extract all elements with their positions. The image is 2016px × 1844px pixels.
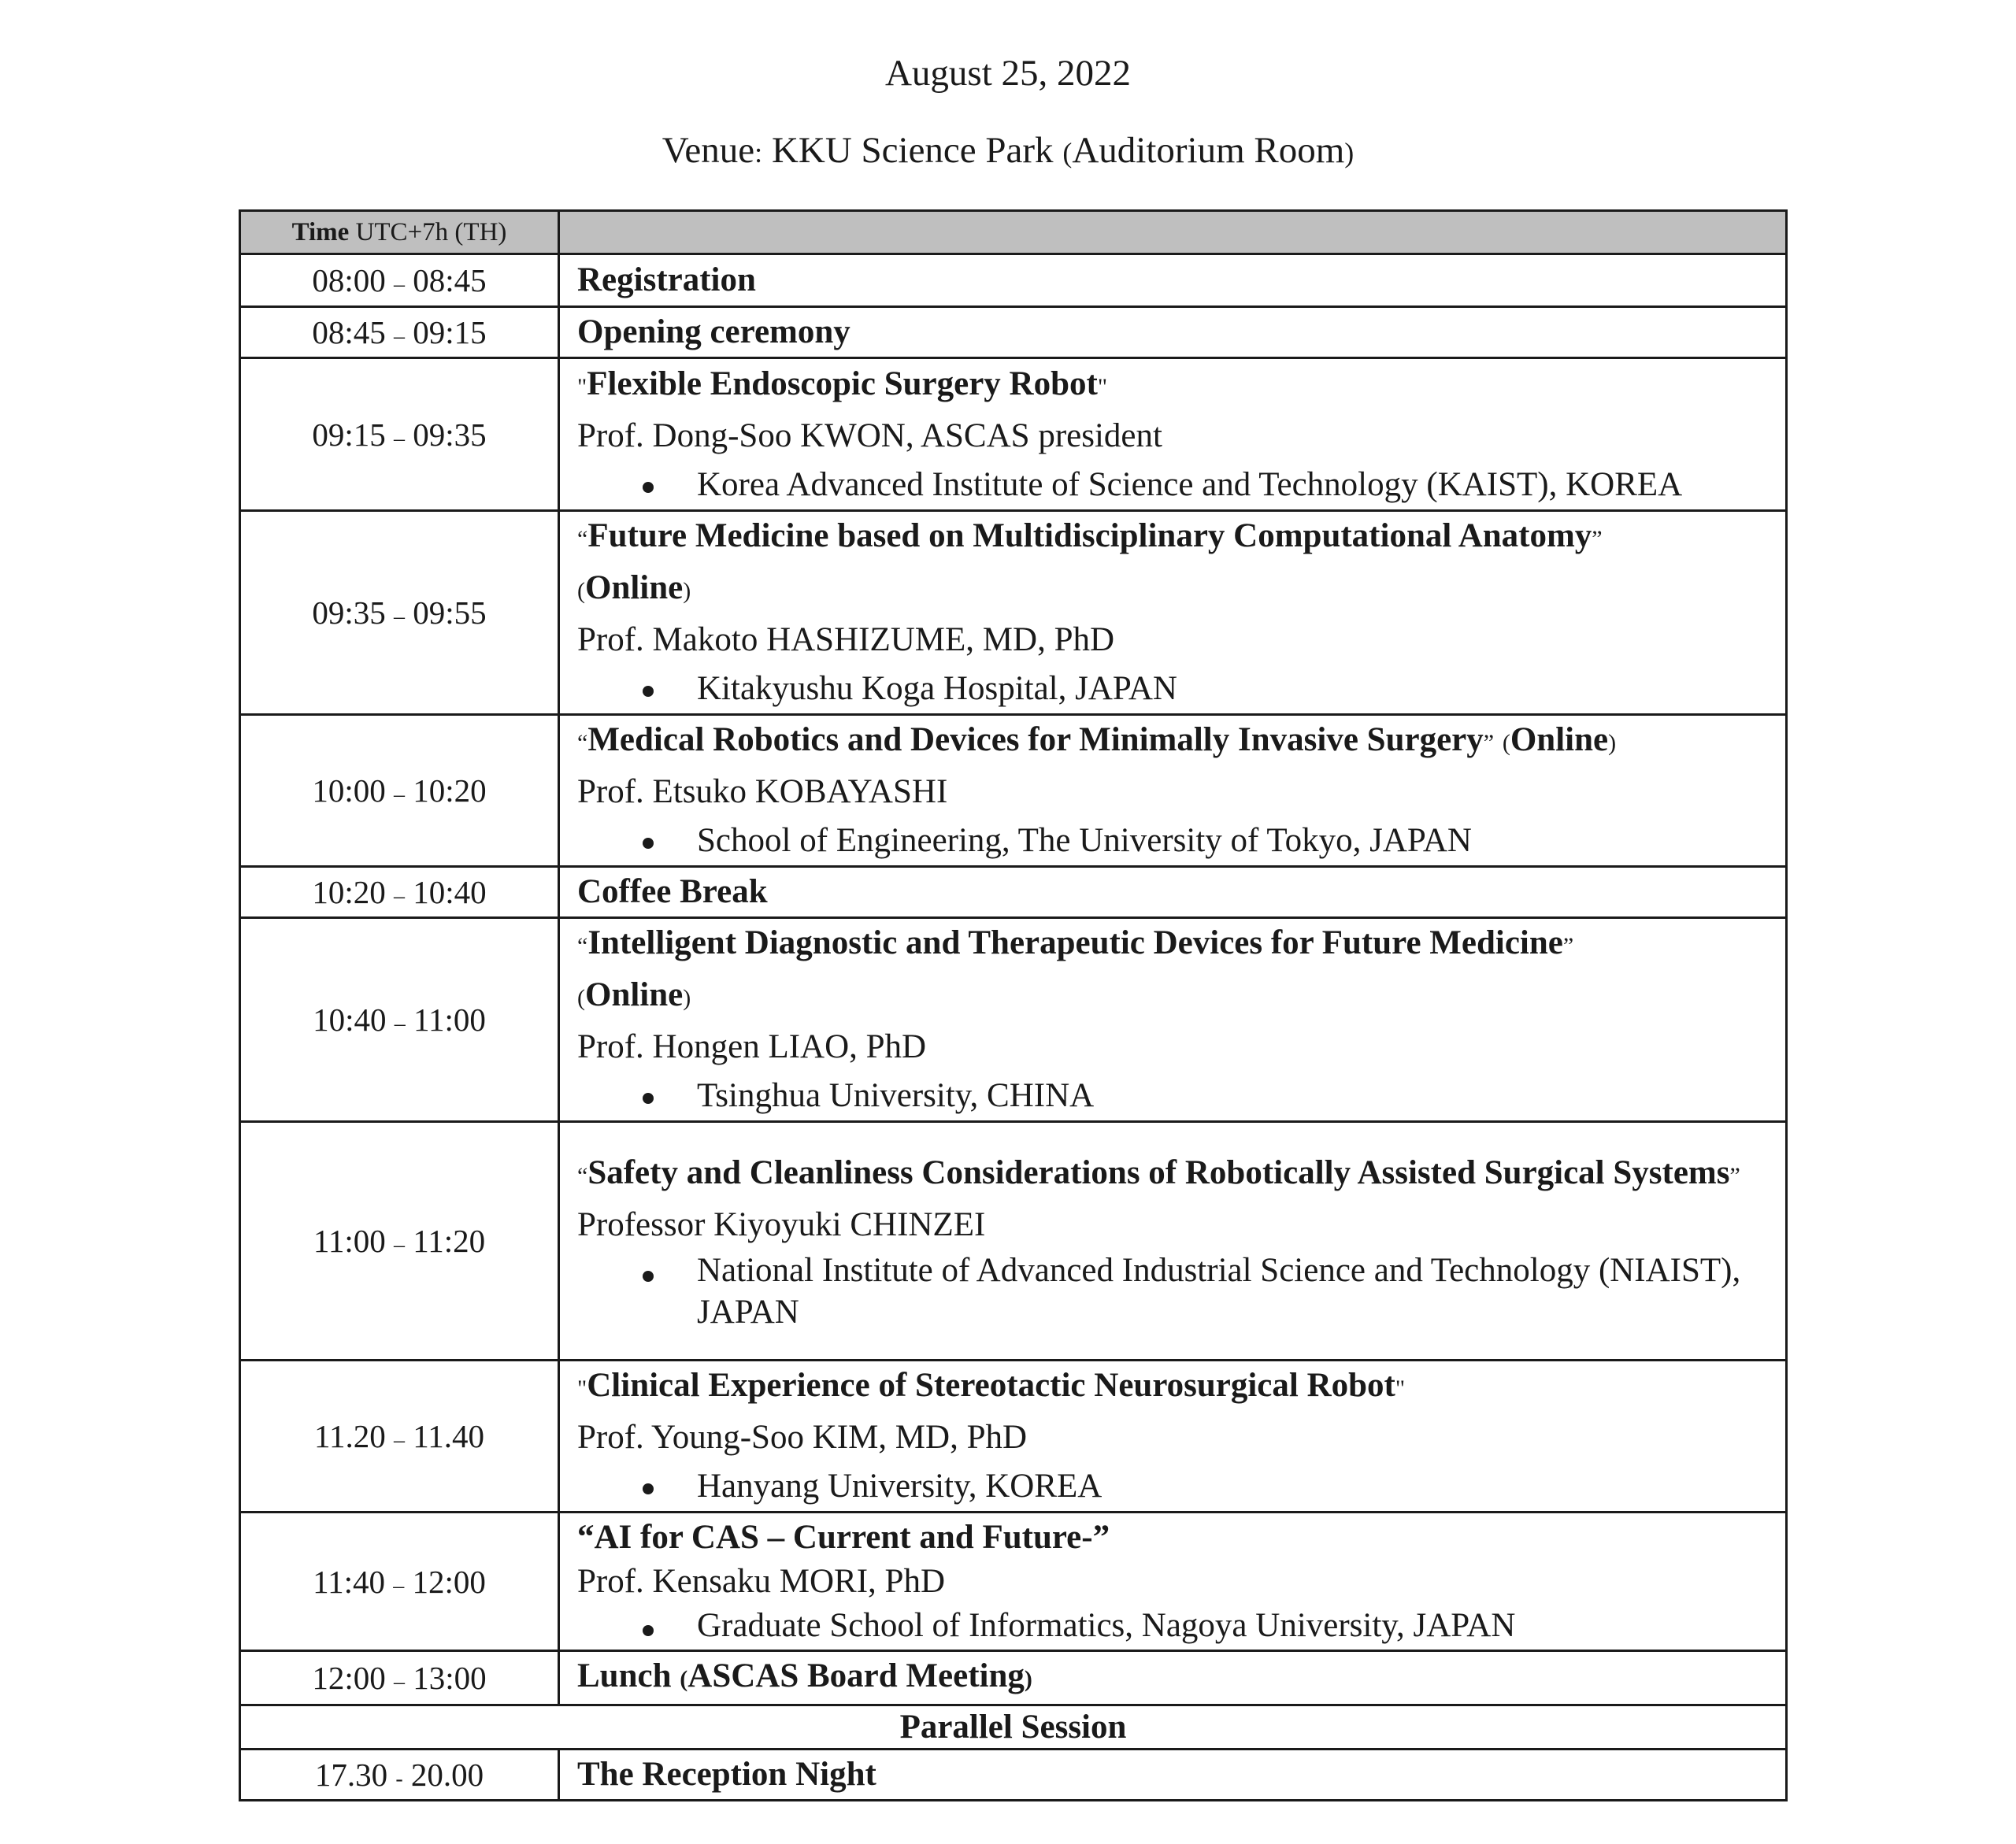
online-label: Online: [585, 569, 684, 606]
paren-close: ): [683, 985, 691, 1011]
time-cell: [240, 511, 559, 715]
session-title: Lunch: [577, 1657, 672, 1694]
talk-title-line: [577, 919, 1785, 971]
session-title: Coffee Break: [577, 873, 768, 910]
session-cell: [559, 867, 1787, 918]
table-row: [240, 1705, 1787, 1750]
time-dash: –: [394, 884, 405, 909]
session-title: The Reception Night: [577, 1756, 876, 1793]
table-row: [240, 1651, 1787, 1705]
start-time: 11.20: [314, 1418, 386, 1454]
table-header-row: [240, 211, 1787, 254]
start-time: 09:15: [312, 416, 386, 453]
table-row: [240, 918, 1787, 1122]
affiliation-list: [577, 461, 1785, 509]
quote-close: ”: [1562, 933, 1574, 959]
time-cell: [240, 867, 559, 918]
end-time: 11:00: [413, 1002, 486, 1038]
speaker-name: Prof. Kensaku MORI, PhD: [577, 1562, 946, 1600]
affiliation-text: National Institute of Advanced Industrial Science and Technology (NIAIST), JAPAN: [697, 1252, 1741, 1331]
venue-paren-close: ): [1344, 137, 1354, 168]
quote-close: ": [1097, 373, 1108, 400]
time-dash: –: [394, 1012, 406, 1036]
end-time: 11.40: [413, 1418, 484, 1454]
time-cell: [240, 715, 559, 867]
time-dash: –: [394, 426, 405, 451]
affiliation-list: [577, 1250, 1785, 1333]
affiliation-list: [577, 1604, 1785, 1648]
session-cell: [559, 1513, 1787, 1651]
table-row: [240, 715, 1787, 867]
time-dash: –: [394, 783, 405, 807]
start-time: 10:00: [312, 772, 386, 809]
affiliation-item: [577, 1604, 1785, 1648]
session-cell: [559, 918, 1787, 1122]
affiliation-list: [577, 816, 1785, 865]
talk-title: “AI for CAS – Current and Future-”: [577, 1518, 1110, 1556]
table-row: [240, 1122, 1787, 1361]
speaker-name: Prof. Young-Soo KIM, MD, PhD: [577, 1419, 1028, 1456]
time-dash: –: [394, 324, 405, 349]
affiliation-text: Korea Advanced Institute of Science and Technology (KAIST), KOREA: [697, 465, 1683, 503]
venue-line: [0, 127, 2016, 176]
start-time: 09:35: [312, 594, 386, 631]
affiliation-text: Tsinghua University, CHINA: [697, 1077, 1095, 1114]
time-dash: -: [395, 1767, 403, 1791]
paren-close: ): [683, 578, 691, 604]
paren-open: (: [577, 578, 585, 604]
time-cell: [240, 254, 559, 307]
session-note: ASCAS Board Meeting: [687, 1657, 1025, 1694]
time-cell: [240, 918, 559, 1122]
venue-place: KKU Science Park: [771, 130, 1054, 171]
paren-close: ): [1024, 1666, 1032, 1692]
time-cell: [240, 307, 559, 358]
venue-separator: :: [754, 137, 763, 168]
paren-open: (: [1502, 730, 1510, 756]
end-time: 12:00: [412, 1563, 486, 1600]
time-cell: [240, 358, 559, 511]
session-cell: [559, 1750, 1787, 1801]
time-cell: [240, 1750, 559, 1801]
quote-close: ": [1395, 1376, 1406, 1402]
table-row: [240, 1513, 1787, 1651]
document-date: August 25, 2022: [884, 53, 1132, 94]
start-time: 11:00: [313, 1223, 386, 1259]
end-time: 11:20: [413, 1223, 486, 1259]
affiliation-item: [577, 816, 1785, 865]
quote-open: “: [577, 526, 588, 552]
table-row: [240, 1750, 1787, 1801]
venue-label: Venue: [662, 130, 755, 171]
talk-title: Safety and Cleanliness Considerations of Robotically Assisted Surgical Systems: [587, 1154, 1730, 1191]
start-time: 11:40: [313, 1563, 385, 1600]
quote-close: ”: [1592, 526, 1603, 552]
session-cell: [559, 307, 1787, 358]
speaker-name: Prof. Etsuko KOBAYASHI: [577, 773, 948, 810]
session-column-header: [559, 211, 1787, 254]
venue-room: Auditorium Room: [1072, 130, 1345, 171]
table-row: [240, 358, 1787, 511]
start-time: 08:45: [312, 314, 386, 350]
table-row: [240, 254, 1787, 307]
end-time: 09:35: [413, 416, 487, 453]
end-time: 13:00: [413, 1660, 487, 1696]
talk-title-line: [577, 716, 1785, 768]
talk-title-line: [577, 1361, 1785, 1413]
affiliation-text: Kitakyushu Koga Hospital, JAPAN: [697, 670, 1177, 707]
speaker-name: Prof. Hongen LIAO, PhD: [577, 1028, 927, 1065]
quote-open: ": [577, 1376, 587, 1402]
time-cell: [240, 1513, 559, 1651]
time-cell: [240, 1122, 559, 1361]
quote-open: ": [577, 373, 587, 400]
time-header-zone: UTC+7h (TH): [355, 217, 507, 246]
table-row: [240, 511, 1787, 715]
talk-title: Intelligent Diagnostic and Therapeutic Devices for Future Medicine: [587, 924, 1563, 961]
affiliation-text: Hanyang University, KOREA: [697, 1468, 1102, 1505]
time-header-bold: Time: [291, 217, 350, 246]
session-cell: [559, 1361, 1787, 1513]
start-time: 10:40: [313, 1002, 387, 1038]
session-cell: [559, 254, 1787, 307]
schedule-table: [239, 209, 1788, 1801]
session-cell: [559, 1122, 1787, 1361]
time-dash: –: [394, 1670, 405, 1694]
affiliation-item: [577, 1250, 1785, 1333]
paren-open: (: [577, 985, 585, 1011]
talk-title-line: [577, 512, 1785, 564]
parallel-session-cell: Parallel Session: [240, 1705, 1787, 1750]
end-time: 10:40: [413, 874, 487, 910]
speaker-name: Prof. Dong-Soo KWON, ASCAS president: [577, 417, 1162, 454]
speaker-name: Professor Kiyoyuki CHINZEI: [577, 1206, 986, 1243]
session-cell: [559, 1651, 1787, 1705]
talk-title: Medical Robotics and Devices for Minimally Invasive Surgery: [587, 721, 1484, 758]
online-label: Online: [1510, 721, 1609, 758]
quote-open: “: [577, 730, 588, 756]
time-cell: [240, 1361, 559, 1513]
affiliation-text: School of Engineering, The University of Tokyo, JAPAN: [697, 822, 1472, 859]
table-row: [240, 867, 1787, 918]
session-cell: [559, 358, 1787, 511]
time-dash: –: [394, 1428, 405, 1453]
end-time: 08:45: [413, 262, 487, 298]
time-cell: [240, 1651, 559, 1705]
time-dash: –: [394, 1233, 405, 1257]
start-time: 17.30: [314, 1757, 388, 1793]
end-time: 09:55: [413, 594, 487, 631]
paren-close: ): [1608, 730, 1617, 756]
talk-title: Clinical Experience of Stereotactic Neurosurgical Robot: [587, 1367, 1395, 1404]
quote-close: ”: [1729, 1163, 1740, 1189]
table-row: [240, 307, 1787, 358]
quote-open: “: [577, 1163, 588, 1189]
end-time: 20.00: [410, 1757, 484, 1793]
time-dash: –: [394, 605, 405, 629]
session-title: Registration: [577, 261, 756, 298]
affiliation-text: Graduate School of Informatics, Nagoya University, JAPAN: [697, 1606, 1516, 1644]
quote-open: “: [577, 933, 588, 959]
talk-title-line: [577, 360, 1785, 412]
venue-paren-open: (: [1062, 137, 1073, 168]
session-title: Opening ceremony: [577, 313, 850, 350]
time-dash: –: [394, 272, 405, 297]
talk-title: Future Medicine based on Multidisciplinary Computational Anatomy: [587, 517, 1592, 554]
time-column-header: [240, 211, 559, 254]
start-time: 12:00: [312, 1660, 386, 1696]
affiliation-item: [577, 461, 1785, 509]
affiliation-list: [577, 1072, 1785, 1120]
speaker-name: Prof. Makoto HASHIZUME, MD, PhD: [577, 621, 1115, 658]
talk-title: Flexible Endoscopic Surgery Robot: [587, 365, 1098, 402]
session-cell: [559, 715, 1787, 867]
affiliation-item: [577, 1462, 1785, 1511]
end-time: 09:15: [413, 314, 487, 350]
affiliation-item: [577, 665, 1785, 713]
online-label: Online: [585, 976, 684, 1013]
table-row: [240, 1361, 1787, 1513]
session-cell: [559, 511, 1787, 715]
affiliation-item: [577, 1072, 1785, 1120]
paren-open: (: [680, 1666, 688, 1692]
end-time: 10:20: [413, 772, 487, 809]
online-tag: [577, 971, 1785, 1023]
affiliation-list: [577, 665, 1785, 713]
online-tag: [577, 564, 1785, 616]
start-time: 08:00: [312, 262, 386, 298]
talk-title-line: [577, 1149, 1785, 1201]
quote-close: ”: [1483, 730, 1495, 756]
start-time: 10:20: [312, 874, 386, 910]
time-dash: –: [393, 1573, 405, 1598]
affiliation-list: [577, 1462, 1785, 1511]
